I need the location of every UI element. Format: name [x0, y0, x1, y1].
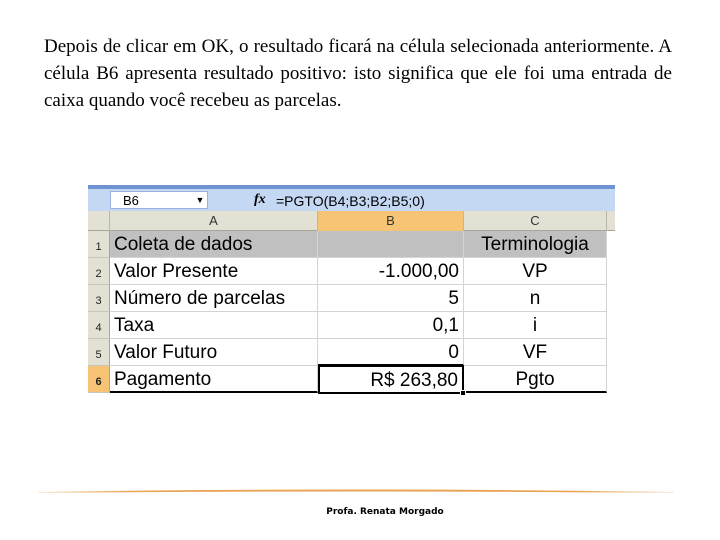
row-header-2[interactable]: 2 — [88, 258, 110, 285]
column-header-row — [88, 211, 615, 231]
row-header-1[interactable]: 1 — [88, 231, 110, 258]
cell-c2[interactable]: VP — [464, 258, 607, 285]
row-header-3[interactable]: 3 — [88, 285, 110, 312]
cell-b6-selected[interactable]: R$ 263,80 — [318, 365, 464, 394]
cell-c5[interactable]: VF — [464, 339, 607, 366]
cell-a1[interactable]: Coleta de dados — [110, 231, 318, 258]
row-header-6[interactable]: 6 — [88, 366, 110, 393]
column-header-c[interactable]: C — [464, 211, 607, 231]
spreadsheet — [88, 185, 615, 400]
cell-a4[interactable]: Taxa — [110, 312, 318, 339]
cell-b3[interactable]: 5 — [318, 285, 464, 312]
formula-bar — [88, 189, 615, 211]
cell-a5[interactable]: Valor Futuro — [110, 339, 318, 366]
fill-handle[interactable] — [460, 390, 466, 396]
row-header-4[interactable]: 4 — [88, 312, 110, 339]
cell-a6[interactable]: Pagamento — [110, 366, 318, 393]
column-header-a[interactable]: A — [110, 211, 318, 231]
cell-b4[interactable]: 0,1 — [318, 312, 464, 339]
cell-a3[interactable]: Número de parcelas — [110, 285, 318, 312]
function-icon[interactable]: fx — [254, 192, 266, 207]
instruction-paragraph: Depois de clicar em OK, o resultado ficará na célula selecionada anteriormente. A célula B6 apresenta resultado positivo: isto significa que ele foi uma entrada de caixa quando você recebeu as parcelas. — [44, 36, 672, 111]
author-credit: Profa. Renata Morgado — [326, 507, 444, 517]
cell-b2[interactable]: -1.000,00 — [318, 258, 464, 285]
formula-input[interactable]: =PGTO(B4;B3;B2;B5;0) — [276, 193, 425, 209]
footer-rule — [38, 488, 674, 494]
cell-c1[interactable]: Terminologia — [464, 231, 607, 258]
cell-b5[interactable]: 0 — [318, 339, 464, 366]
cell-a2[interactable]: Valor Presente — [110, 258, 318, 285]
column-header-b[interactable]: B — [318, 211, 464, 231]
name-box[interactable]: B6 — [110, 191, 208, 209]
cell-c4[interactable]: i — [464, 312, 607, 339]
cell-b1[interactable] — [318, 231, 464, 258]
cell-c6[interactable]: Pgto — [464, 366, 607, 393]
chevron-down-icon[interactable]: ▼ — [195, 195, 205, 205]
cell-c3[interactable]: n — [464, 285, 607, 312]
row-header-5[interactable]: 5 — [88, 339, 110, 366]
select-all-corner[interactable] — [88, 211, 110, 231]
